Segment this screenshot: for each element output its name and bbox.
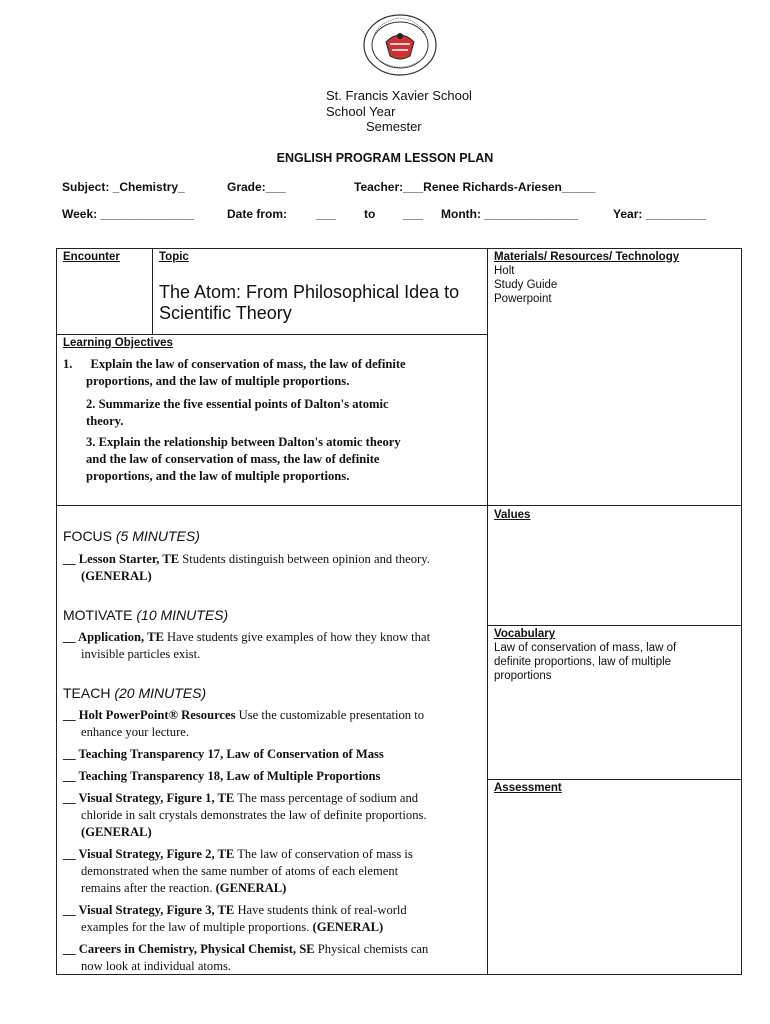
table-topic-row-line xyxy=(56,334,488,335)
vocabulary-line: definite proportions, law of multiple xyxy=(494,656,672,668)
item-text: (GENERAL) xyxy=(81,825,152,839)
table-border-left xyxy=(56,248,57,975)
section-name: FOCUS xyxy=(63,528,112,544)
item-text: examples for the law of multiple proportions. xyxy=(81,920,310,934)
materials-label: Materials/ Resources/ Technology xyxy=(494,251,680,263)
school-header xyxy=(326,88,472,135)
materials-item: Holt xyxy=(494,265,515,277)
item-lead: __ Application, TE xyxy=(63,630,164,644)
teacher-field: Teacher:___Renee Richards-Ariesen_____ xyxy=(354,180,596,194)
date-to-blank: ___ xyxy=(403,207,424,221)
item-text: Have students think of real-world xyxy=(234,903,407,917)
objective-1 xyxy=(63,356,483,390)
item-text: Students distinguish between opinion and theory. xyxy=(179,552,430,566)
item-text: (GENERAL) xyxy=(81,569,152,583)
section-name: MOTIVATE xyxy=(63,607,133,623)
item-text: demonstrated when the same number of atoms of each element xyxy=(81,864,399,878)
date-to-label: to xyxy=(364,207,376,221)
learning-objectives-label: Learning Objectives xyxy=(63,337,173,349)
table-border-right xyxy=(741,248,742,975)
topic-label: Topic xyxy=(159,251,189,263)
teach-heading xyxy=(63,685,206,701)
objective-number: 3. xyxy=(86,435,96,449)
objective-text: Explain the law of conservation of mass, the law of definite xyxy=(90,357,406,371)
item-lead: __ Visual Strategy, Figure 1, TE xyxy=(63,791,235,805)
item-lead: __ Lesson Starter, TE xyxy=(63,552,180,566)
week-field: Week: ______________ xyxy=(62,207,194,221)
vocabulary-line: Law of conservation of mass, law of xyxy=(494,642,677,654)
item-text: The law of conservation of mass is xyxy=(234,847,413,861)
semester: Semester xyxy=(366,119,422,134)
table-column-divider xyxy=(487,248,488,975)
program-title: ENGLISH PROGRAM LESSON PLAN xyxy=(276,151,494,165)
focus-item-1 xyxy=(63,551,483,585)
objective-text: proportions, and the law of multiple proportions. xyxy=(86,374,350,388)
grade-field: Grade:___ xyxy=(227,180,286,194)
item-tag: (GENERAL) xyxy=(212,881,287,895)
item-text: Use the customizable presentation to xyxy=(235,708,425,722)
teach-item-5 xyxy=(63,846,483,897)
table-objectives-row-line xyxy=(56,505,742,506)
item-text: now look at individual atoms. xyxy=(81,959,232,973)
subject-field: Subject: _Chemistry_ xyxy=(62,180,185,194)
date-from-blank: ___ xyxy=(316,207,337,221)
section-time: (5 MINUTES) xyxy=(115,528,200,544)
teach-item-6 xyxy=(63,902,483,936)
table-border-top xyxy=(56,248,742,249)
item-lead: __ Careers in Chemistry, Physical Chemist, SE xyxy=(63,942,315,956)
teach-item-4 xyxy=(63,790,483,841)
item-text: Physical chemists can xyxy=(314,942,429,956)
year-field: Year: _________ xyxy=(613,207,706,221)
item-text: invisible particles exist. xyxy=(81,647,201,661)
motivate-heading xyxy=(63,607,228,623)
date-from-label: Date from: xyxy=(227,207,288,221)
item-lead: __ Teaching Transparency 18, Law of Multiple Proportions xyxy=(63,769,381,783)
month-field: Month: ______________ xyxy=(441,207,578,221)
item-text: remains after the reaction. xyxy=(81,881,213,895)
section-time: (10 MINUTES) xyxy=(136,607,229,623)
vocabulary-line: proportions xyxy=(494,670,552,682)
table-values-row-line xyxy=(487,625,742,626)
item-lead: __ Visual Strategy, Figure 2, TE xyxy=(63,847,235,861)
teach-item-7 xyxy=(63,941,483,975)
objective-number: 1. xyxy=(63,357,73,371)
vocabulary-list xyxy=(494,641,734,683)
topic-title: The Atom: From Philosophical Idea to Scientific Theory xyxy=(159,282,460,323)
materials-item: Powerpoint xyxy=(494,293,552,305)
school-seal-icon xyxy=(362,14,438,76)
objective-text: Explain the relationship between Dalton's atomic theory xyxy=(98,435,401,449)
assessment-label: Assessment xyxy=(494,782,562,794)
item-text: Have students give examples of how they know that xyxy=(163,630,431,644)
item-lead: __ Holt PowerPoint® Resources xyxy=(63,708,236,722)
materials-item: Study Guide xyxy=(494,279,558,291)
objective-number: 2. xyxy=(86,397,96,411)
item-text: The mass percentage of sodium and xyxy=(234,791,419,805)
motivate-item-1 xyxy=(63,629,483,663)
objective-2 xyxy=(86,396,486,430)
objective-text: theory. xyxy=(86,414,124,428)
teach-item-3 xyxy=(63,768,483,785)
table-vocab-row-line xyxy=(487,779,742,780)
vocabulary-label: Vocabulary xyxy=(494,628,556,640)
objective-text: proportions, and the law of multiple proportions. xyxy=(86,469,350,483)
materials-list xyxy=(494,264,557,306)
focus-heading xyxy=(63,528,200,544)
objective-text: Summarize the five essential points of Dalton's atomic xyxy=(98,397,389,411)
objective-3 xyxy=(86,434,486,485)
item-lead: __ Teaching Transparency 17, Law of Conservation of Mass xyxy=(63,747,384,761)
teach-item-2 xyxy=(63,746,483,763)
school-name: St. Francis Xavier School xyxy=(326,88,472,103)
item-tag: (GENERAL) xyxy=(309,920,384,934)
item-text: chloride in salt crystals demonstrates the law of definite proportions. xyxy=(81,808,427,822)
section-time: (20 MINUTES) xyxy=(114,685,207,701)
section-name: TEACH xyxy=(63,685,111,701)
table-topic-divider xyxy=(152,248,153,335)
teach-item-1 xyxy=(63,707,483,741)
objective-text: and the law of conservation of mass, the law of definite xyxy=(86,452,380,466)
encounter-label: Encounter xyxy=(63,251,120,263)
school-year: School Year xyxy=(326,103,396,119)
item-lead: __ Visual Strategy, Figure 3, TE xyxy=(63,903,235,917)
item-text: enhance your lecture. xyxy=(81,725,190,739)
values-label: Values xyxy=(494,509,531,521)
